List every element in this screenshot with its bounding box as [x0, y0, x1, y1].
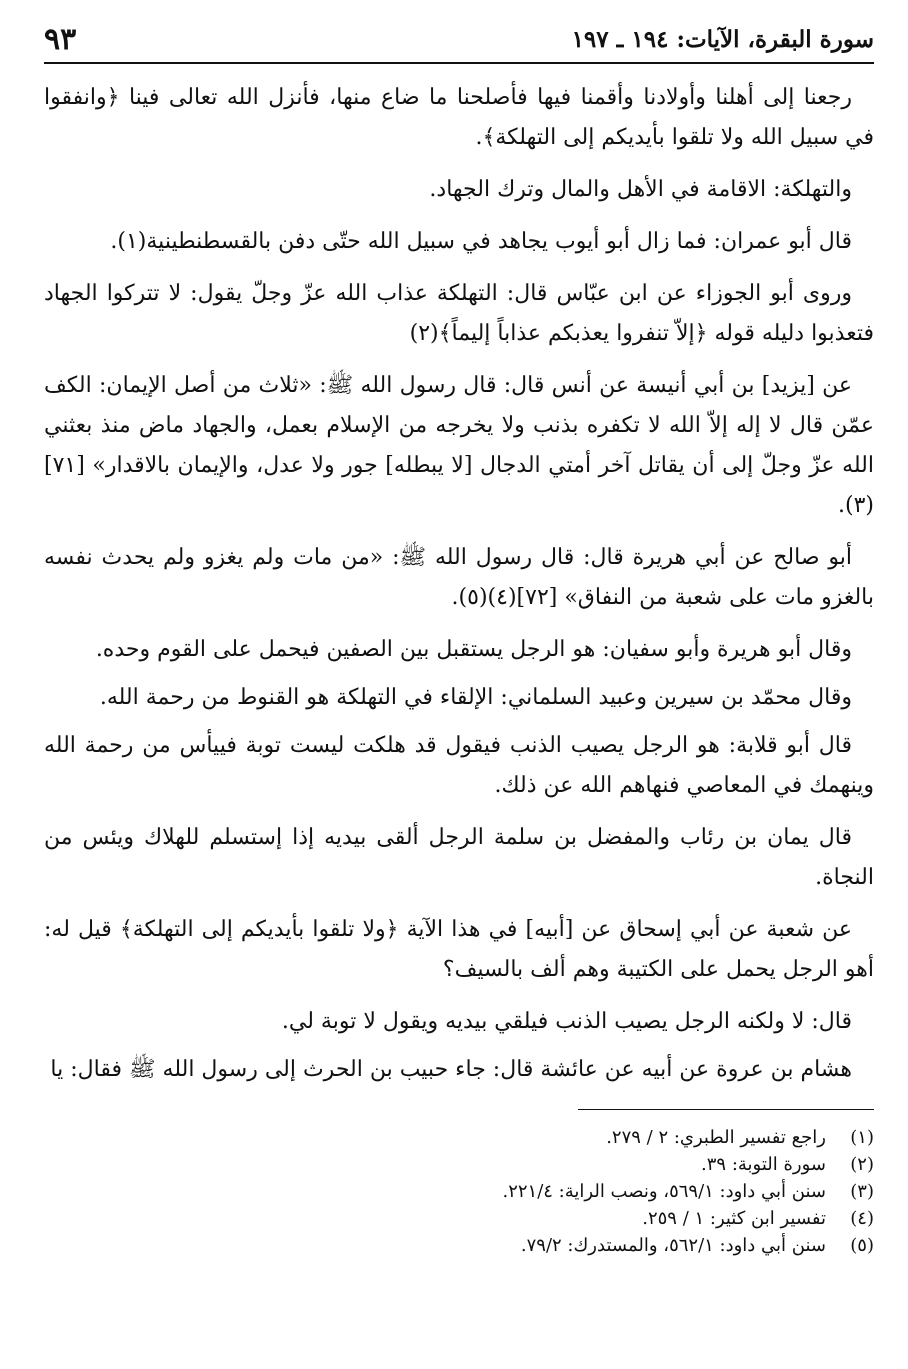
footnote-number: (٢): [850, 1154, 874, 1175]
footnote-text: سنن أبي داود: ٥٦٢/١، والمستدرك: ٧٩/٢.: [520, 1235, 826, 1256]
footnote: [44, 1178, 874, 1205]
paragraph-13: هشام بن عروة عن أبيه عن عائشة قال: جاء حبيب بن الحرث إلى رسول الله ﷺ فقال: يا: [50, 1057, 852, 1082]
paragraph-5: عن [يزيد] بن أبي أنيسة عن أنس قال: قال رسول الله ﷺ: «ثلاث من أصل الإيمان: الكف عمّن قال لا إله إلاّ الله لا تكفره بذنب ولا يخرجه من الإسلام بعمل، والجهاد ماض منذ بعثني الله عزّ وجلّ إلى أن يقاتل آخر أمتي الدجال [لا يبطله] جور ولا عدل، والإيمان بالاقدار» [٧١](٣).: [44, 373, 874, 518]
footnote: [44, 1205, 874, 1232]
paragraph-7: وقال أبو هريرة وأبو سفيان: هو الرجل يستقبل بين الصفين فيحمل على القوم وحده.: [95, 637, 852, 662]
footnote-text: سنن أبي داود: ٥٦٩/١، ونصب الراية: ٢٢١/٤.: [502, 1181, 826, 1202]
footnote-text: تفسير ابن كثير: ١ / ٢٥٩.: [642, 1208, 826, 1229]
footnote-number: (١): [850, 1127, 874, 1148]
footnotes: [44, 1124, 874, 1259]
paragraph-10: قال يمان بن رئاب والمفضل بن سلمة الرجل ألقى بيديه إذا إستسلم للهلاك ويئس من النجاة.: [44, 825, 874, 890]
footnote-number: (٤): [850, 1208, 874, 1229]
footnote: [44, 1151, 874, 1178]
paragraph-6: أبو صالح عن أبي هريرة قال: قال رسول الله ﷺ: «من مات ولم يغزو ولم يحدث نفسه بالغزو مات على شعبة من النفاق» [٧٢](٤)(٥).: [44, 545, 874, 610]
paragraph-3: قال أبو عمران: فما زال أبو أيوب يجاهد في سبيل الله حتّى دفن بالقسطنطينية(١).: [110, 229, 852, 254]
main-text: [44, 78, 874, 1102]
running-title: سورة البقرة، الآيات: ١٩٤ ـ ١٩٧: [571, 26, 874, 53]
paragraph-1: رجعنا إلى أهلنا وأولادنا وأقمنا فيها فأصلحنا ما ضاع منها، فأنزل الله تعالى فينا ﴿وانفقوا في سبيل الله ولا تلقوا بأيديكم إلى التهلكة﴾.: [44, 85, 874, 150]
footnote-number: (٥): [850, 1235, 874, 1256]
paragraph-4: وروى أبو الجوزاء عن ابن عبّاس قال: التهلكة عذاب الله عزّ وجلّ يقول: لا تتركوا الجهاد فتعذبوا دليله قوله ﴿إلاّ تنفروا يعذبكم عذاباً إليماً﴾(٢): [44, 281, 874, 346]
page-header: [44, 22, 874, 64]
paragraph-12: قال: لا ولكنه الرجل يصيب الذنب فيلقي بيديه ويقول لا توبة لي.: [281, 1009, 852, 1034]
paragraph-2: والتهلكة: الاقامة في الأهل والمال وترك الجهاد.: [429, 177, 852, 202]
footnote: [44, 1232, 874, 1259]
page-number: ٩٣: [44, 22, 77, 57]
footnote-text: راجع تفسير الطبري: ٢ / ٢٧٩.: [606, 1127, 826, 1148]
footnote-separator: [578, 1109, 874, 1110]
paragraph-11: عن شعبة عن أبي إسحاق عن [أبيه] في هذا الآية ﴿ولا تلقوا بأيديكم إلى التهلكة﴾ قيل له: أهو الرجل يحمل على الكتيبة وهم ألف بالسيف؟: [44, 917, 874, 982]
paragraph-9: قال أبو قلابة: هو الرجل يصيب الذنب فيقول قد هلكت ليست توبة فييأس من رحمة الله وينهمك في المعاصي فنهاهم الله عن ذلك.: [44, 733, 874, 798]
footnote-number: (٣): [850, 1181, 874, 1202]
footnote: [44, 1124, 874, 1151]
footnote-text: سورة التوبة: ٣٩.: [701, 1154, 826, 1175]
paragraph-8: وقال محمّد بن سيرين وعبيد السلماني: الإلقاء في التهلكة هو القنوط من رحمة الله.: [99, 685, 852, 710]
